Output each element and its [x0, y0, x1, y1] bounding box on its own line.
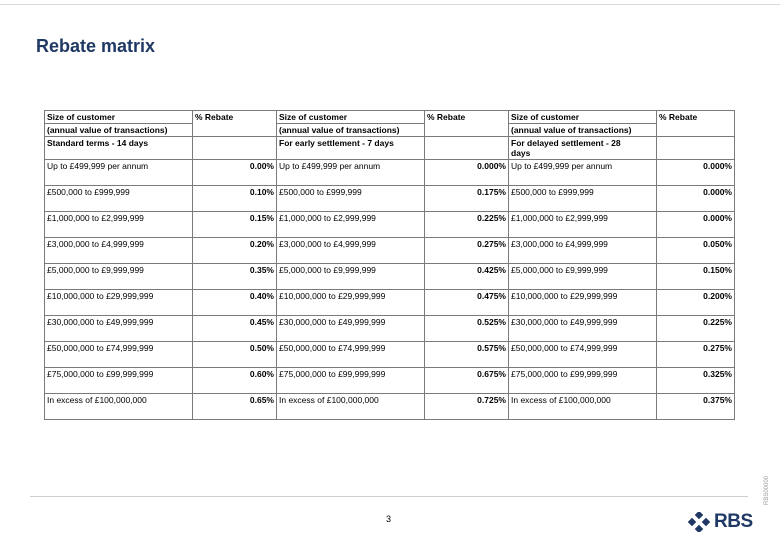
rebate-value-cell: 0.175% — [425, 186, 509, 212]
term-rebate-blank-2 — [425, 137, 509, 160]
size-range-cell: £50,000,000 to £74,999,999 — [277, 342, 425, 368]
size-range-cell: £500,000 to £999,999 — [509, 186, 657, 212]
rebate-value-cell: 0.10% — [193, 186, 277, 212]
size-range-cell: Up to £499,999 per annum — [277, 160, 425, 186]
term-label-3-line1: For delayed settlement - 28 — [511, 138, 621, 148]
size-subheader-2: (annual value of transactions) — [277, 124, 425, 137]
size-range-cell: £10,000,000 to £29,999,999 — [45, 290, 193, 316]
size-range-cell: £500,000 to £999,999 — [45, 186, 193, 212]
table-row — [45, 264, 735, 290]
size-range-cell: £1,000,000 to £2,999,999 — [509, 212, 657, 238]
size-range-cell: £3,000,000 to £4,999,999 — [45, 238, 193, 264]
size-range-cell: £10,000,000 to £29,999,999 — [277, 290, 425, 316]
rebate-value-cell: 0.000% — [425, 160, 509, 186]
size-range-cell: £75,000,000 to £99,999,999 — [509, 368, 657, 394]
table-row — [45, 212, 735, 238]
term-label-3 — [509, 137, 657, 160]
table-row — [45, 238, 735, 264]
term-rebate-blank-3 — [657, 137, 735, 160]
rebate-value-cell: 0.475% — [425, 290, 509, 316]
size-range-cell: £3,000,000 to £4,999,999 — [277, 238, 425, 264]
rebate-matrix-table — [44, 110, 735, 420]
size-range-cell: £30,000,000 to £49,999,999 — [277, 316, 425, 342]
size-subheader-3: (annual value of transactions) — [509, 124, 657, 137]
rebate-value-cell: 0.200% — [657, 290, 735, 316]
size-range-cell: £5,000,000 to £9,999,999 — [509, 264, 657, 290]
size-range-cell: £75,000,000 to £99,999,999 — [277, 368, 425, 394]
rebate-value-cell: 0.675% — [425, 368, 509, 394]
size-subheader-1: (annual value of transactions) — [45, 124, 193, 137]
rebate-value-cell: 0.15% — [193, 212, 277, 238]
term-rebate-blank-1 — [193, 137, 277, 160]
size-header-1: Size of customer — [45, 111, 193, 124]
size-range-cell: £500,000 to £999,999 — [277, 186, 425, 212]
table-row — [45, 160, 735, 186]
rebate-value-cell: 0.050% — [657, 238, 735, 264]
rebate-value-cell: 0.275% — [425, 238, 509, 264]
rbs-logo-icon — [687, 512, 711, 532]
rebate-value-cell: 0.50% — [193, 342, 277, 368]
rbs-logo-text: RBS — [714, 511, 753, 532]
size-range-cell: £5,000,000 to £9,999,999 — [45, 264, 193, 290]
rebate-value-cell: 0.65% — [193, 394, 277, 420]
rbs-logo — [687, 511, 753, 533]
rebate-value-cell: 0.00% — [193, 160, 277, 186]
rebate-value-cell: 0.20% — [193, 238, 277, 264]
size-range-cell: £10,000,000 to £29,999,999 — [509, 290, 657, 316]
term-label-2: For early settlement - 7 days — [277, 137, 425, 160]
size-range-cell: In excess of £100,000,000 — [509, 394, 657, 420]
document-code: RBS00000 — [764, 475, 770, 505]
size-range-cell: £50,000,000 to £74,999,999 — [509, 342, 657, 368]
rebate-value-cell: 0.575% — [425, 342, 509, 368]
table-row — [45, 342, 735, 368]
size-range-cell: £5,000,000 to £9,999,999 — [277, 264, 425, 290]
rebate-value-cell: 0.225% — [425, 212, 509, 238]
size-range-cell: £1,000,000 to £2,999,999 — [45, 212, 193, 238]
rebate-value-cell: 0.325% — [657, 368, 735, 394]
table-row — [45, 290, 735, 316]
term-label-3-line2: days — [511, 148, 531, 158]
table-row — [45, 368, 735, 394]
bottom-divider — [30, 496, 748, 497]
size-header-3: Size of customer — [509, 111, 657, 124]
size-range-cell: Up to £499,999 per annum — [509, 160, 657, 186]
rebate-value-cell: 0.000% — [657, 160, 735, 186]
rebate-value-cell: 0.60% — [193, 368, 277, 394]
rebate-value-cell: 0.000% — [657, 212, 735, 238]
header-row-subheader — [45, 124, 735, 137]
rebate-value-cell: 0.525% — [425, 316, 509, 342]
size-range-cell: £30,000,000 to £49,999,999 — [509, 316, 657, 342]
size-range-cell: £3,000,000 to £4,999,999 — [509, 238, 657, 264]
rebate-value-cell: 0.45% — [193, 316, 277, 342]
size-range-cell: £30,000,000 to £49,999,999 — [45, 316, 193, 342]
table-row — [45, 316, 735, 342]
rebate-value-cell: 0.35% — [193, 264, 277, 290]
rebate-header-1: % Rebate — [193, 111, 277, 137]
size-range-cell: £75,000,000 to £99,999,999 — [45, 368, 193, 394]
rebate-value-cell: 0.225% — [657, 316, 735, 342]
term-label-1: Standard terms - 14 days — [45, 137, 193, 160]
table-row — [45, 186, 735, 212]
rebate-header-3: % Rebate — [657, 111, 735, 137]
rebate-value-cell: 0.150% — [657, 264, 735, 290]
rebate-value-cell: 0.000% — [657, 186, 735, 212]
rebate-value-cell: 0.275% — [657, 342, 735, 368]
table-row — [45, 394, 735, 420]
header-row-size — [45, 111, 735, 124]
rebate-header-2: % Rebate — [425, 111, 509, 137]
size-range-cell: In excess of £100,000,000 — [277, 394, 425, 420]
size-range-cell: Up to £499,999 per annum — [45, 160, 193, 186]
size-range-cell: In excess of £100,000,000 — [45, 394, 193, 420]
top-divider — [0, 4, 780, 5]
size-range-cell: £1,000,000 to £2,999,999 — [277, 212, 425, 238]
page-title: Rebate matrix — [36, 36, 156, 56]
rebate-value-cell: 0.425% — [425, 264, 509, 290]
size-range-cell: £50,000,000 to £74,999,999 — [45, 342, 193, 368]
rebate-value-cell: 0.375% — [657, 394, 735, 420]
page-number: 3 — [386, 514, 392, 524]
size-header-2: Size of customer — [277, 111, 425, 124]
rebate-value-cell: 0.725% — [425, 394, 509, 420]
header-row-term — [45, 137, 735, 160]
rebate-value-cell: 0.40% — [193, 290, 277, 316]
